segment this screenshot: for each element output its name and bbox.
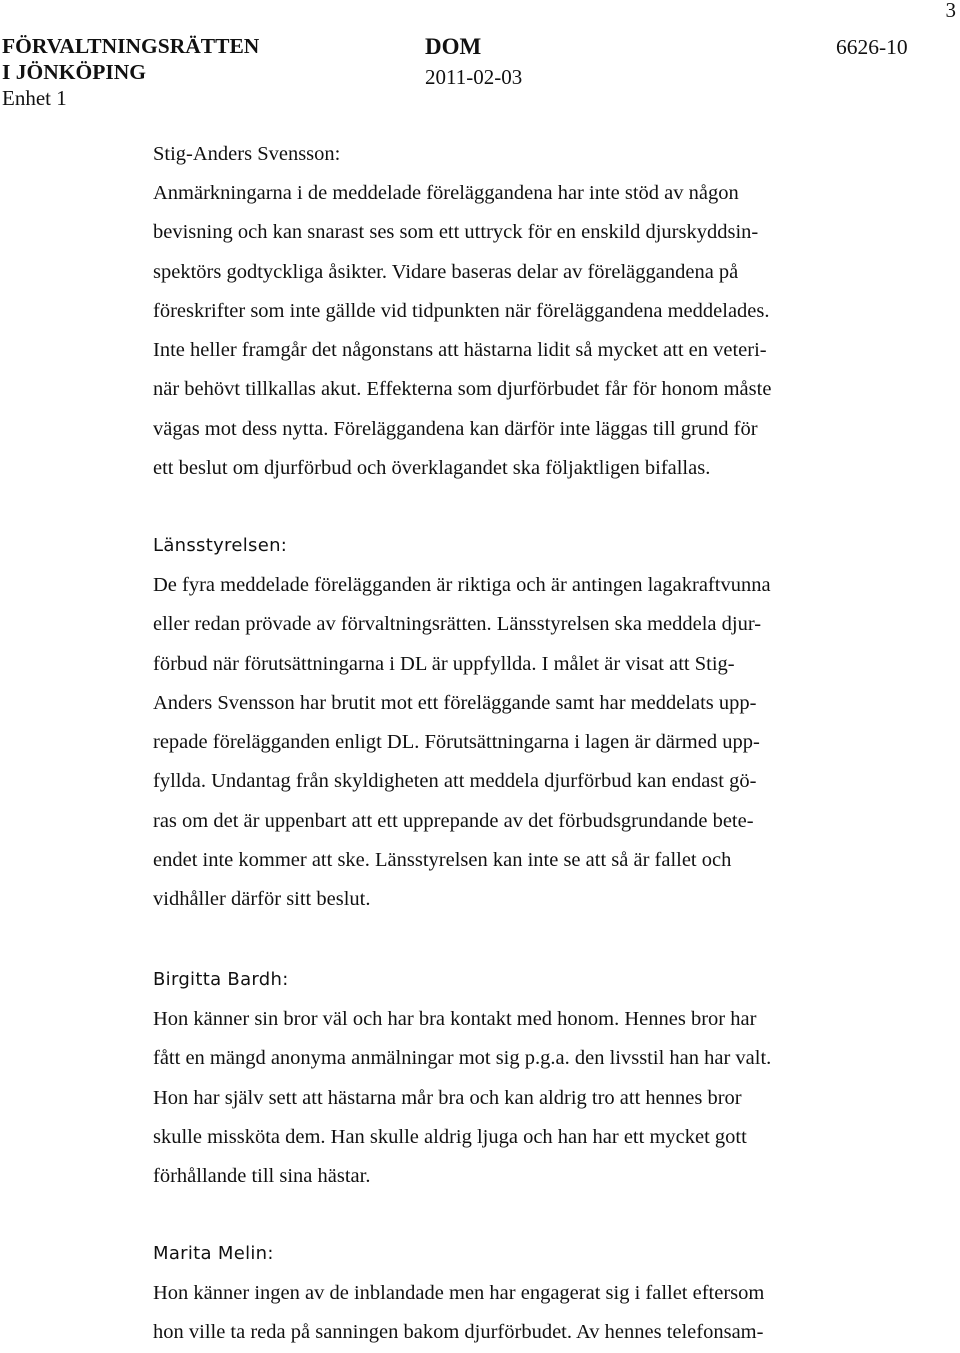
body-line: fyllda. Undantag från skyldigheten att meddela djurförbud kan endast gö- bbox=[153, 770, 757, 793]
speaker-name: Birgitta Bardh: bbox=[153, 969, 289, 990]
document-type: DOM bbox=[425, 34, 482, 59]
body-line: eller redan prövade av förvaltningsrätten. Länsstyrelsen ska meddela djur- bbox=[153, 613, 762, 636]
body-line: förbud när förutsättningarna i DL är uppfyllda. I målet är visat att Stig- bbox=[153, 652, 735, 675]
body-line: vidhåller därför sitt beslut. bbox=[153, 888, 371, 911]
speaker-name: Stig-Anders Svensson: bbox=[153, 143, 341, 165]
case-number: 6626-10 bbox=[836, 35, 908, 59]
body-line: föreskrifter som inte gällde vid tidpunkten när föreläggandena meddelades. bbox=[153, 299, 770, 322]
document-date: 2011-02-03 bbox=[425, 65, 523, 89]
court-name-line2: I JÖNKÖPING bbox=[2, 60, 146, 84]
court-name bbox=[2, 33, 259, 111]
speaker-name: Länsstyrelsen: bbox=[153, 535, 288, 556]
court-unit: Enhet 1 bbox=[2, 86, 67, 110]
body-line: förhållande till sina hästar. bbox=[153, 1165, 371, 1188]
statement-section bbox=[153, 1234, 853, 1353]
body-line: bevisning och kan snarast ses som ett uttryck för en enskild djurskyddsin- bbox=[153, 221, 759, 244]
body-line: repade förelägganden enligt DL. Förutsättningarna i lagen är därmed upp- bbox=[153, 731, 760, 754]
page-number: 3 bbox=[945, 0, 956, 22]
body-line: vägas mot dess nytta. Föreläggandena kan därför inte läggas till grund för bbox=[153, 417, 758, 440]
body-line: Hon känner sin bror väl och har bra kontakt med honom. Hennes bror har bbox=[153, 1008, 757, 1030]
statement-section bbox=[153, 134, 853, 488]
statement-section bbox=[153, 526, 853, 920]
body-line: endet inte kommer att ske. Länsstyrelsen kan inte se att så är fallet och bbox=[153, 849, 732, 872]
body-line: skulle missköta dem. Han skulle aldrig ljuga och han har ett mycket gott bbox=[153, 1125, 747, 1148]
statement-section bbox=[153, 960, 853, 1196]
court-name-line1: FÖRVALTNINGSRÄTTEN bbox=[2, 34, 260, 58]
body-line: spektörs godtyckliga åsikter. Vidare baseras delar av föreläggandena på bbox=[153, 260, 739, 283]
body-line: Anders Svensson har brutit mot ett föreläggande samt har meddelats upp- bbox=[153, 691, 757, 714]
body-line: när behövt tillkallas akut. Effekterna som djurförbudet får för honom måste bbox=[153, 378, 772, 401]
body-line: De fyra meddelade förelägganden är riktiga och är antingen lagakraftvunna bbox=[153, 574, 771, 596]
body-line: Hon har själv sett att hästarna mår bra och kan aldrig tro att hennes bror bbox=[153, 1086, 742, 1109]
body-line: ras om det är uppenbart att ett upprepande av det förbudsgrundande bete- bbox=[153, 809, 754, 832]
body-line: hon ville ta reda på sanningen bakom djurförbudet. Av hennes telefonsam- bbox=[153, 1321, 764, 1344]
body-line: fått en mängd anonyma anmälningar mot sig p.g.a. den livsstil han har valt. bbox=[153, 1047, 772, 1070]
speaker-name: Marita Melin: bbox=[153, 1243, 274, 1264]
body-line: Hon känner ingen av de inblandade men har engagerat sig i fallet eftersom bbox=[153, 1282, 765, 1304]
body-line: Anmärkningarna i de meddelade föreläggandena har inte stöd av någon bbox=[153, 182, 739, 204]
body-line: Inte heller framgår det någonstans att hästarna lidit så mycket att en veteri- bbox=[153, 339, 767, 362]
body-line: ett beslut om djurförbud och överklagandet ska följaktligen bifallas. bbox=[153, 457, 711, 480]
